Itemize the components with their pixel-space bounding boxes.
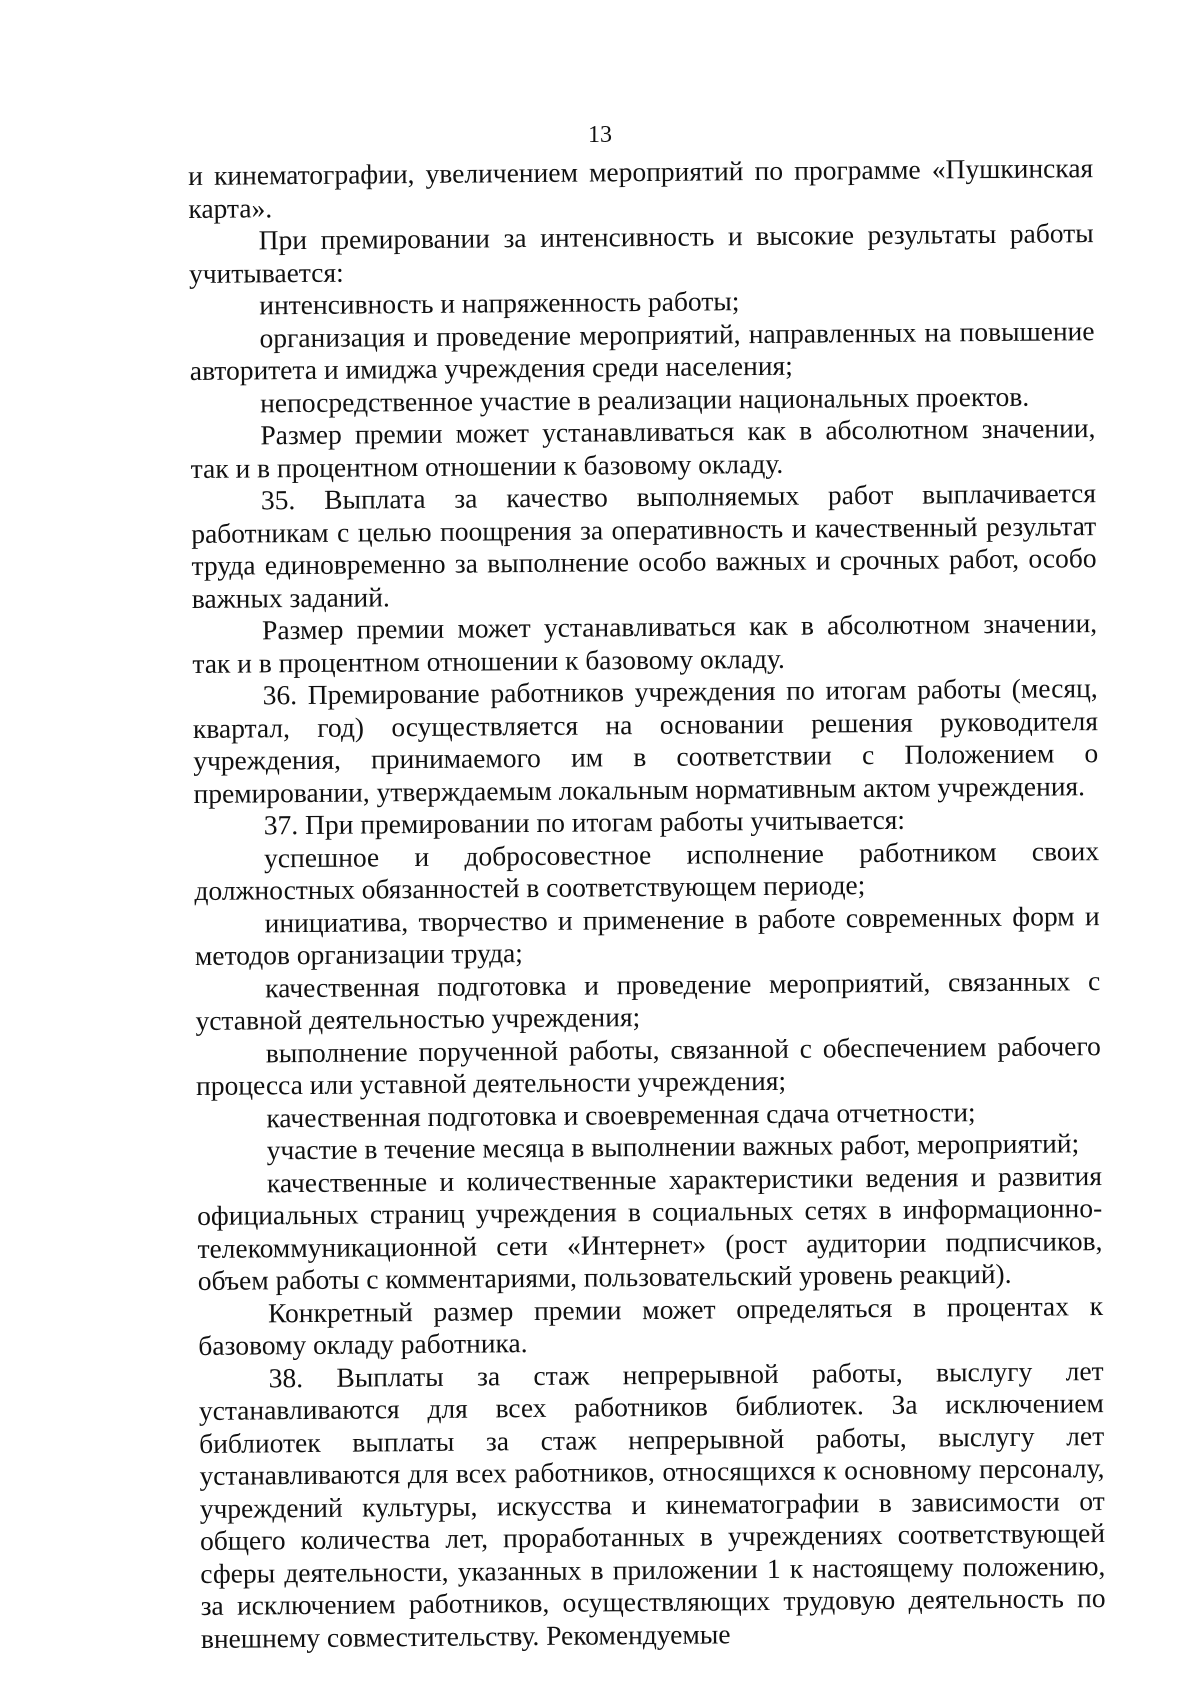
paragraph: успешное и добросовестное исполнение работником своих должностных обязанностей в соответствующем периоде; [194,834,1100,906]
paragraph: непосредственное участие в реализации национальных проектов. [259,380,1030,418]
paragraph: 36. Премирование работников учреждения по итогам работы (месяц, квартал, год) осуществляется на основании решения руководителя учреждения, принимаемого им в соответствии с Положением о премировании, утверждаемым локальным нормативным актом учреждения. [192,672,1099,809]
paragraph: выполнение порученной работы, связанной с обеспечением рабочего процесса или уставной деятельности учреждения; [195,1029,1101,1101]
document-body [188,152,1106,1655]
paragraph: При премировании за интенсивность и высокие результаты работы учитывается: [188,217,1094,289]
paragraph: качественная подготовка и проведение мероприятий, связанных с уставной деятельностью учреждения; [195,964,1101,1036]
paragraph: участие в течение месяца в выполнении важных работ, мероприятий; [266,1127,1080,1166]
paragraph: 37. При премировании по итогам работы учитывается: [263,803,906,841]
paragraph: качественная подготовка и своевременная сдача отчетности; [266,1095,976,1133]
paragraph: Размер премии может устанавливаться как в абсолютном значении, так и в процентном отношении к базовому окладу. [192,607,1098,679]
paragraph: 35. Выплата за качество выполняемых работ выплачивается работникам с целью поощрения за оперативность и качественный результат труда единовременно за выполнение особо важных и срочных работ, особо важных заданий. [191,477,1097,614]
page-number: 13 [588,122,612,148]
paragraph: 38. Выплаты за стаж непрерывной работы, выслугу лет устанавливаются для всех работников библиотек. За исключением библиотек выплаты за стаж непрерывной работы, выслугу лет устанавливаются для всех работников, относящихся к основному персоналу, учреждений культуры, искусства и кинематографии в зависимости от общего количества лет, проработанных в учреждениях соответствующей сферы деятельности, указанных в приложении 1 к настоящему положению, за исключением работников, осуществляющих трудовую деятельность по внешнему совместительству. Рекомендуемые [198,1354,1106,1654]
paragraph: организация и проведение мероприятий, направленных на повышение авторитета и имиджа учреждения среди населения; [189,314,1095,386]
paragraph: и кинематографии, увеличением мероприятий по программе «Пушкинская карта». [188,152,1094,224]
paragraph: инициатива, творчество и применение в работе современных форм и методов организации труда; [194,899,1100,971]
paragraph: Конкретный размер премии может определяться в процентах к базовому окладу работника. [198,1289,1104,1361]
paragraph: качественные и количественные характеристики ведения и развития официальных страниц учреждения в социальных сетях в информационно-телекоммуникационной сети «Интернет» (рост аудитории подписчиков, объем работы с комментариями, пользовательский уровень реакций). [197,1159,1103,1296]
paragraph: интенсивность и напряженность работы; [259,285,740,321]
paragraph: Размер премии может устанавливаться как в абсолютном значении, так и в процентном отношении к базовому окладу. [190,412,1096,484]
